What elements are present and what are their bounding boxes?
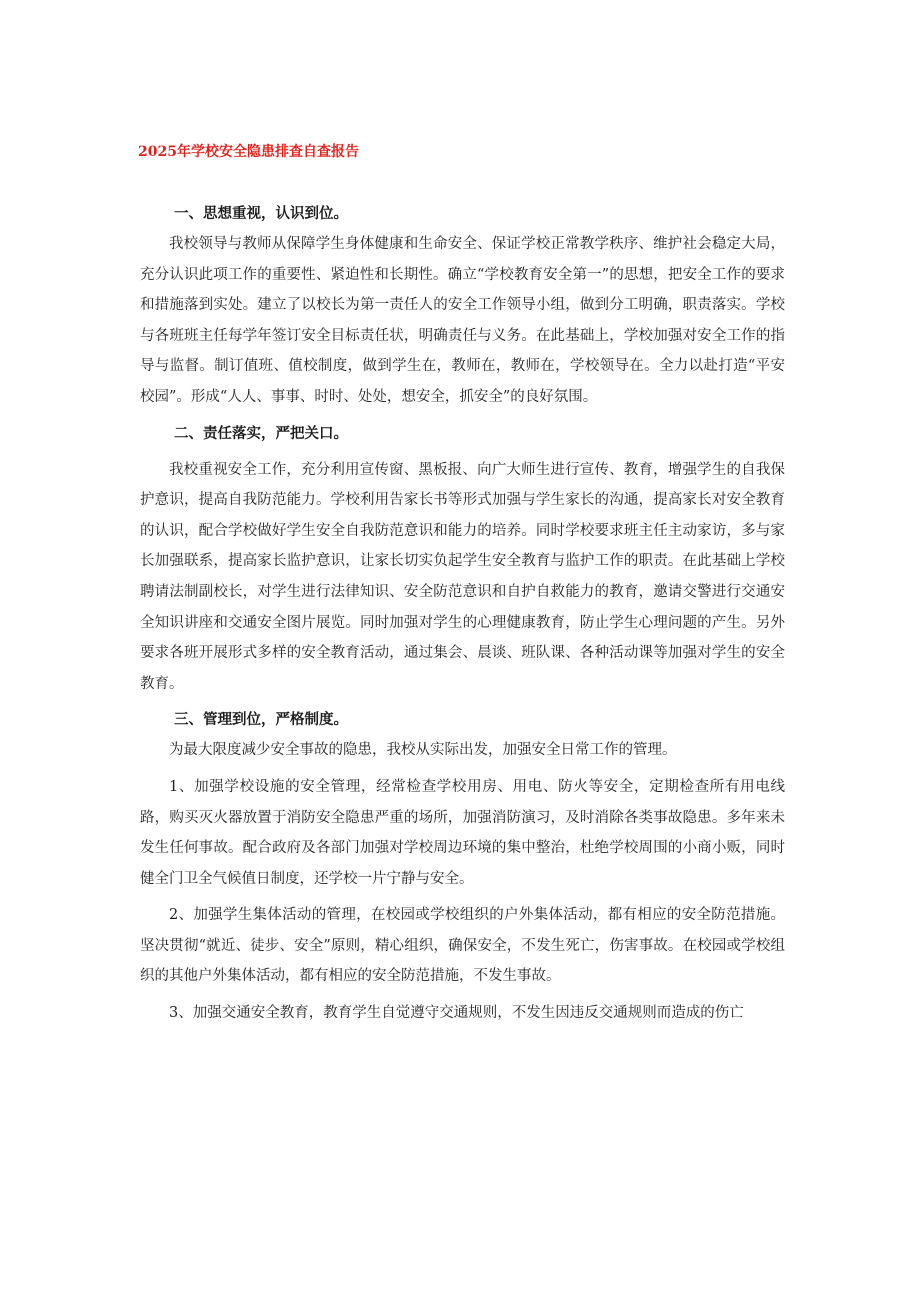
section-heading: 二、责任落实，严把关口。 bbox=[174, 424, 348, 442]
paragraph: 2、加强学生集体活动的管理，在校园或学校组织的户外集体活动，都有相应的安全防范措施。坚决贯彻“就近、徒步、安全”原则，精心组织，确保安全，不发生死亡，伤害事故。在校园或学校组织的其他户外集体活动，都有相应的安全防范措施，不发生事故。 bbox=[140, 907, 785, 985]
paragraph: 为最大限度减少安全事故的隐患，我校从实际出发，加强安全日常工作的管理。 bbox=[169, 742, 677, 759]
paragraph: 我校领导与教师从保障学生身体健康和生命安全、保证学校正常教学秩序、维护社会稳定大局，充分认识此项工作的重要性、紧迫性和长期性。确立“学校教育安全第一”的思想，把安全工作的要求和措施落到实处。建立了以校长为第一责任人的安全工作领导小组，做到分工明确，职责落实。学校与各班班主任每学年签订安全目标责任状，明确责任与义务。在此基础上，学校加强对安全工作的指导与监督。制订值班、值校制度，做到学生在，教师在，教师在，学校领导在。全力以赴打造“平安校园”。形成“人人、事事、时时、处处，想安全，抓安全”的良好氛围。 bbox=[140, 236, 785, 405]
section-1 bbox=[140, 199, 785, 413]
section-heading: 一、思想重视，认识到位。 bbox=[174, 205, 348, 222]
section-3 bbox=[140, 705, 785, 1028]
section-heading: 三、管理到位，严格制度。 bbox=[174, 711, 348, 729]
paragraph: 1、加强学校设施的安全管理，经常检查学校用房、用电、防火等安全，定期检查所有用电线路，购买灭火器放置于消防安全隐患严重的场所，加强消防演习，及时消除各类事故隐患。多年来未发生任何事故。配合政府及各部门加强对学校周边环境的集中整治，杜绝学校周围的小商小贩，同时健全门卫全气候值日制度，还学校一片宁静与安全。 bbox=[140, 778, 785, 887]
section-2 bbox=[140, 419, 785, 700]
paragraph: 我校重视安全工作，充分利用宣传窗、黑板报、向广大师生进行宣传、教育，增强学生的自我保护意识，提高自我防范能力。学校利用告家长书等形式加强与学生家长的沟通，提高家长对安全教育的认识，配合学校做好学生安全自我防范意识和能力的培养。同时学校要求班主任主动家访，多与家长加强联系，提高家长监护意识，让家长切实负起学生安全教育与监护工作的职责。在此基础上学校聘请法制副校长，对学生进行法律知识、安全防范意识和自护自救能力的教育，邀请交警进行交通安全知识讲座和交通安全图片展览。同时加强对学生的心理健康教育，防止学生心理问题的产生。另外要求各班开展形式多样的安全教育活动，通过集会、晨谈、班队课、各种活动课等加强对学生的安全教育。 bbox=[140, 461, 785, 692]
document-body bbox=[140, 199, 785, 1029]
document-title: 2025年学校安全隐患排查自查报告 bbox=[138, 144, 359, 160]
paragraph: 3、加强交通安全教育，教育学生自觉遵守交通规则，不发生因违反交通规则而造成的伤亡 bbox=[169, 1005, 744, 1022]
